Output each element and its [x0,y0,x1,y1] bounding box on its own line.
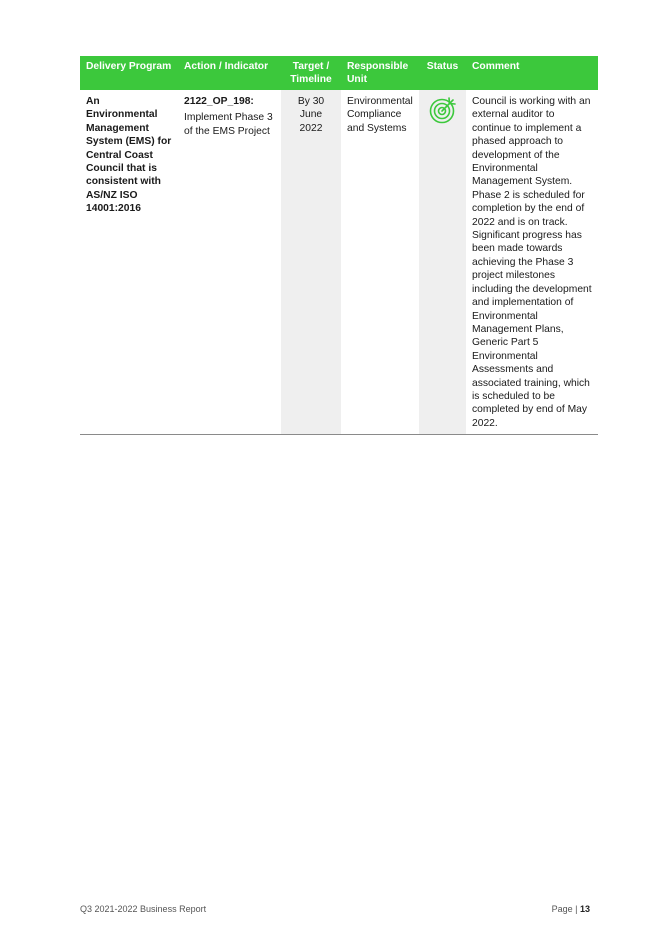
footer-report-title: Q3 2021-2022 Business Report [80,904,207,914]
footer-page-number [520,904,590,914]
target-on-track-icon [428,95,458,125]
page-label: Page | [551,904,580,914]
header-target-timeline: Target / Timeline [281,56,341,90]
header-delivery-program: Delivery Program [80,56,178,90]
action-code: 2122_OP_198: [184,96,254,107]
header-comment: Comment [466,56,598,90]
comment-cell: Council is working with an external auditor to continue to implement a phased approach to development of the Environmental Management System. Phase 2 is scheduled for completion by the end of 2022 and is on track. Significant progress has been made towards achieving the Phase 3 project milestones including the development and implementation of Environmental Management Plans, Generic Part 5 Environmental Assessments and associated training, which is scheduled to be completed by end of May 2022. [472,96,592,429]
responsible-unit-cell: Environmental Compliance and Systems [347,96,413,134]
delivery-program-cell: An Environmental Management System (EMS) for Central Coast Council that is consistent with AS/NZ ISO 14001:2016 [86,96,172,215]
business-report-table [80,56,598,435]
header-status: Status [419,56,466,90]
action-text: Implement Phase 3 of the EMS Project [184,112,273,137]
header-action-indicator: Action / Indicator [178,56,281,90]
target-cell: By 30 June 2022 [281,90,341,435]
page-number: 13 [579,904,590,914]
header-responsible-unit: Responsible Unit [341,56,419,90]
action-indicator-cell [178,90,281,435]
table-row [80,90,598,435]
status-cell [419,90,466,435]
table-header-row [80,56,598,90]
